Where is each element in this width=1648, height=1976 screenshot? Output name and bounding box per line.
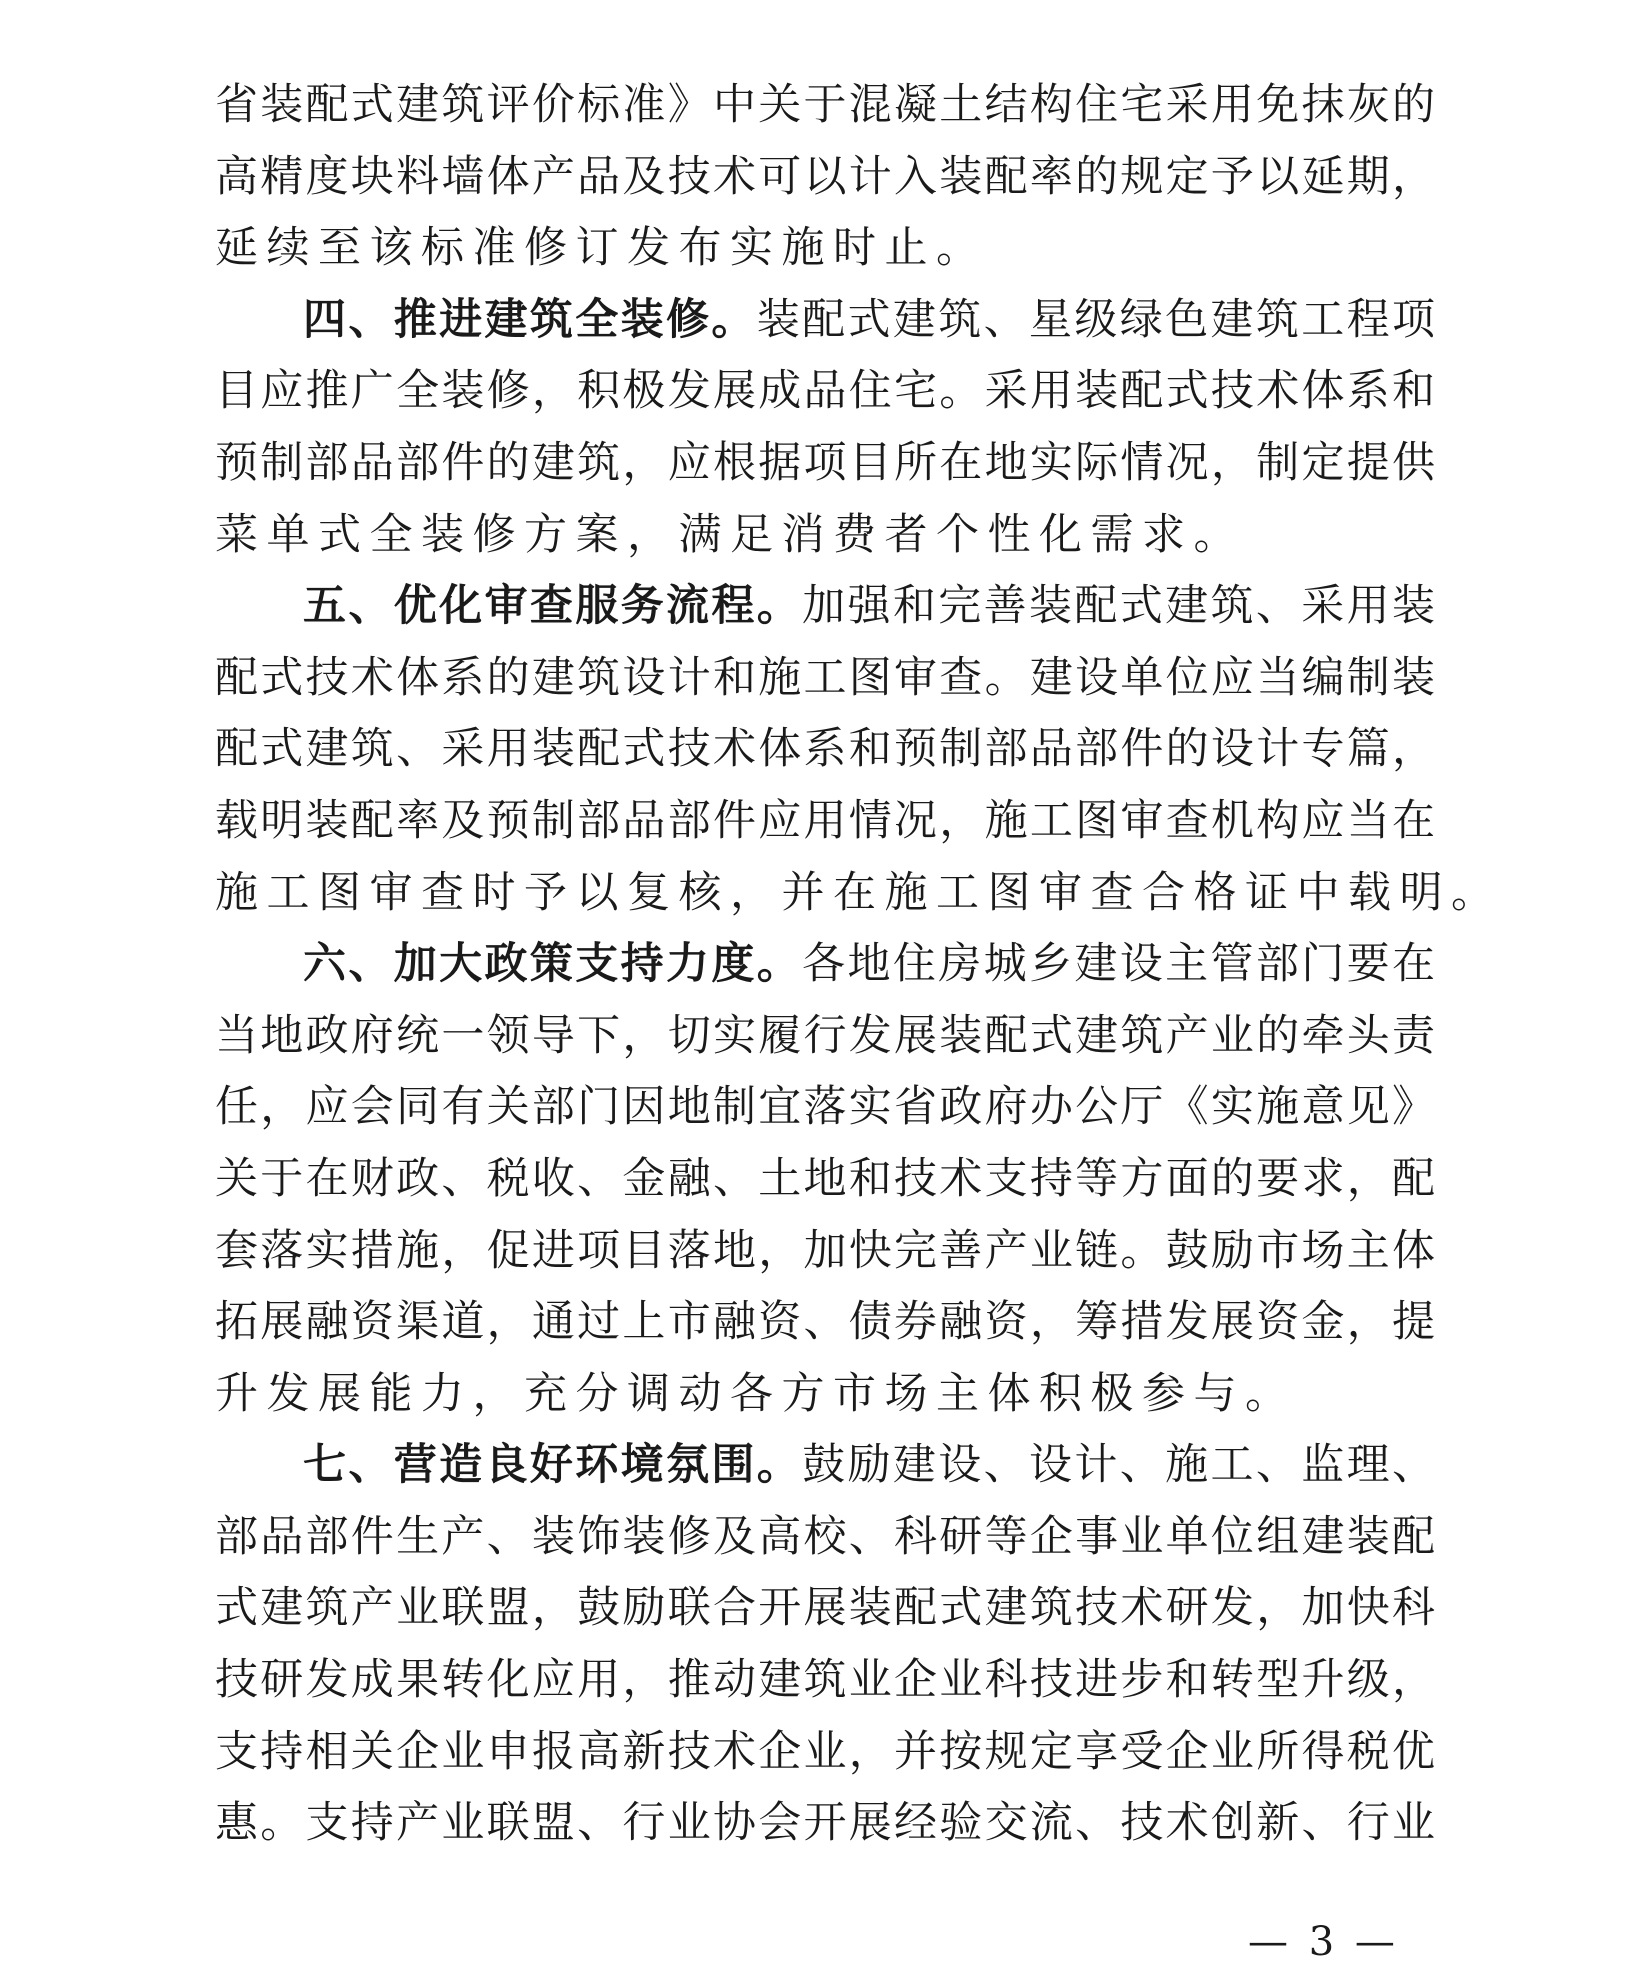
section-six-line <box>215 929 1435 1001</box>
text-line <box>215 1287 1435 1359</box>
line-text: 载明装配率及预制部品部件应用情况，施工图审查机构应当在 <box>215 795 1435 846</box>
line-text: 各地住房城乡建设主管部门要在 <box>802 939 1435 990</box>
line-text: 当地政府统一领导下，切实履行发展装配式建筑产业的牵头责 <box>215 1010 1435 1061</box>
section-heading: 七、营造良好环境氛围。 <box>303 1440 803 1491</box>
line-text: 高精度块料墙体产品及技术可以计入装配率的规定予以延期， <box>215 151 1435 202</box>
text-line <box>215 1359 1435 1431</box>
text-line <box>215 1573 1435 1645</box>
line-text: 目应推广全装修，积极发展成品住宅。采用装配式技术体系和 <box>215 366 1435 417</box>
section-seven-line <box>215 1430 1435 1502</box>
text-line <box>215 1072 1435 1144</box>
text-line <box>215 1144 1435 1216</box>
section-heading: 五、优化审查服务流程。 <box>303 581 803 632</box>
line-text: 支持相关企业申报高新技术企业，并按规定享受企业所得税优 <box>215 1726 1435 1777</box>
text-line <box>215 643 1435 715</box>
section-heading: 四、推进建筑全装修。 <box>303 294 757 345</box>
section-five-line <box>215 571 1435 643</box>
text-line <box>215 356 1435 428</box>
text-line <box>215 70 1435 142</box>
body-text <box>215 70 1503 1860</box>
line-text: 配式技术体系的建筑设计和施工图审查。建设单位应当编制装 <box>215 652 1435 703</box>
line-text: 施工图审查时予以复核，并在施工图审查合格证中载明。 <box>215 867 1503 918</box>
line-text: 关于在财政、税收、金融、土地和技术支持等方面的要求，配 <box>215 1153 1435 1204</box>
line-text: 省装配式建筑评价标准》中关于混凝土结构住宅采用免抹灰的 <box>215 80 1435 130</box>
text-line <box>215 1645 1435 1717</box>
line-text: 装配式建筑、星级绿色建筑工程项 <box>756 294 1435 345</box>
line-text: 升发展能力，充分调动各方市场主体积极参与。 <box>215 1368 1297 1419</box>
line-text: 拓展融资渠道，通过上市融资、债券融资，筹措发展资金，提 <box>215 1297 1435 1348</box>
line-text: 配式建筑、采用装配式技术体系和预制部品部件的设计专篇， <box>215 724 1435 775</box>
line-text: 菜单式全装修方案，满足消费者个性化需求。 <box>215 509 1245 560</box>
line-text: 鼓励建设、设计、施工、监理、 <box>802 1440 1435 1491</box>
text-line <box>215 786 1435 858</box>
line-text: 预制部品部件的建筑，应根据项目所在地实际情况，制定提供 <box>215 437 1435 488</box>
line-text: 部品部件生产、装饰装修及高校、科研等企事业单位组建装配 <box>215 1511 1435 1562</box>
text-line <box>215 1788 1435 1860</box>
line-text: 套落实措施，促进项目落地，加快完善产业链。鼓励市场主体 <box>215 1225 1435 1276</box>
text-line <box>215 428 1435 500</box>
line-text: 式建筑产业联盟，鼓励联合开展装配式建筑技术研发，加快科 <box>215 1583 1435 1634</box>
text-line <box>215 142 1435 214</box>
line-text: 加强和完善装配式建筑、采用装 <box>802 581 1435 632</box>
line-text: 惠。支持产业联盟、行业协会开展经验交流、技术创新、行业 <box>215 1798 1435 1849</box>
line-text: 延续至该标准修订发布实施时止。 <box>215 223 988 274</box>
text-line <box>215 1001 1435 1073</box>
page-number: — 3 — <box>1248 1919 1399 1965</box>
line-text: 技研发成果转化应用，推动建筑业企业科技进步和转型升级， <box>215 1655 1435 1706</box>
text-line <box>215 1216 1435 1288</box>
line-text: 任，应会同有关部门因地制宜落实省政府办公厅《实施意见》 <box>215 1082 1435 1133</box>
text-line <box>215 1502 1435 1574</box>
text-line <box>215 858 1503 930</box>
text-line <box>215 213 1435 285</box>
text-line <box>215 1717 1435 1789</box>
text-line <box>215 714 1435 786</box>
section-four-line <box>215 285 1435 357</box>
text-line <box>215 500 1435 572</box>
section-heading: 六、加大政策支持力度。 <box>303 939 803 990</box>
